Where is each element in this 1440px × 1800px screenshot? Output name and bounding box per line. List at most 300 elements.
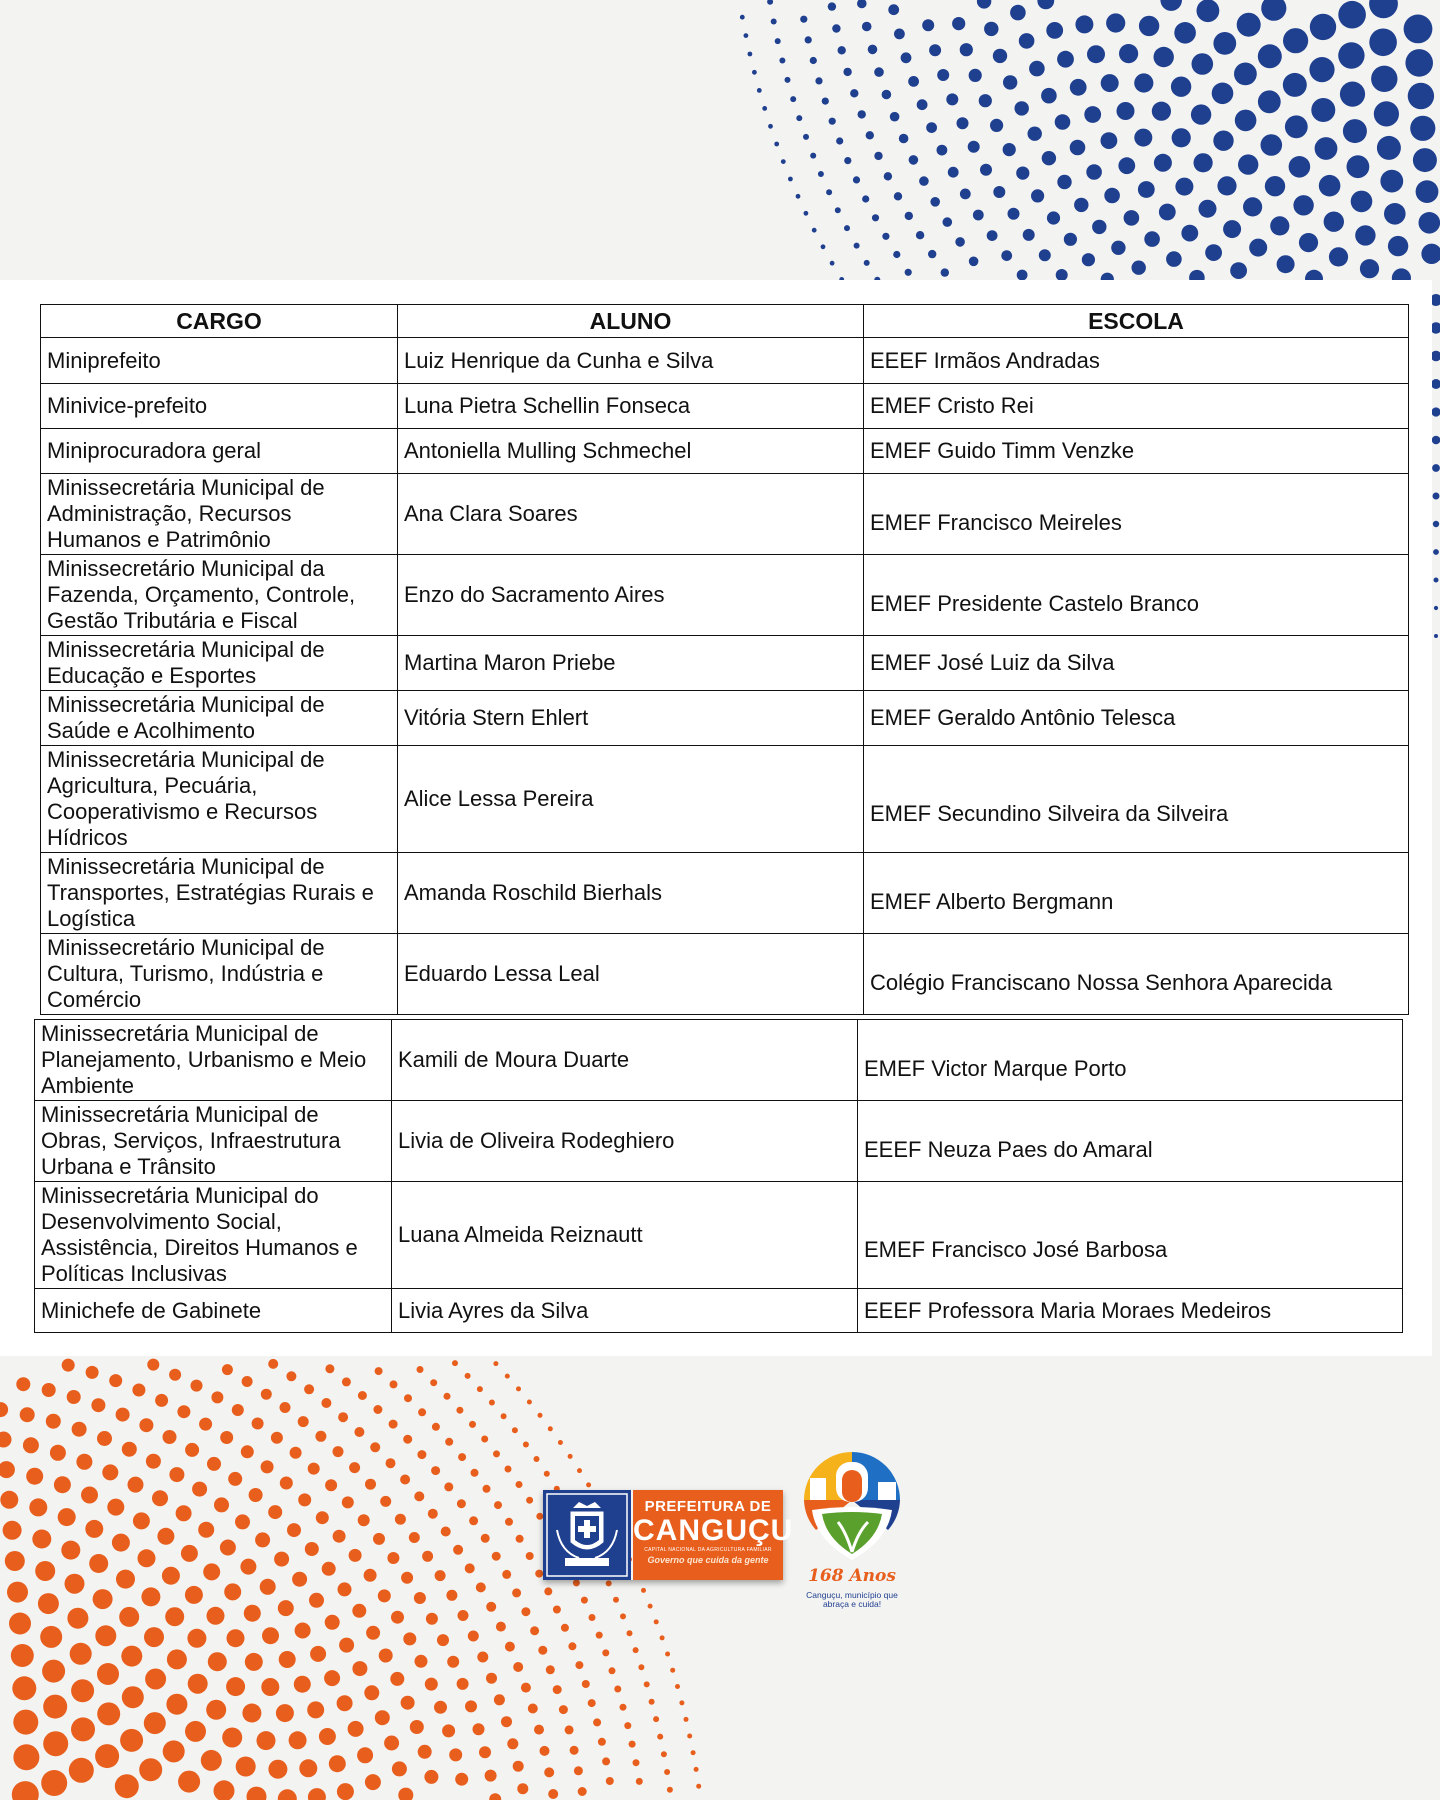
halftone-dot bbox=[292, 1572, 307, 1587]
halftone-dot bbox=[826, 189, 832, 195]
cargo-cell: Miniprocuradora geral bbox=[41, 429, 398, 474]
halftone-dot bbox=[654, 1619, 659, 1624]
halftone-dot bbox=[544, 1767, 554, 1777]
halftone-dot bbox=[401, 1696, 415, 1710]
halftone-dot bbox=[1289, 156, 1311, 178]
table-row bbox=[41, 338, 1409, 384]
halftone-dot bbox=[146, 1454, 161, 1469]
halftone-dot bbox=[929, 44, 941, 56]
halftone-dot bbox=[1197, 0, 1220, 22]
halftone-dot bbox=[121, 1646, 142, 1667]
halftone-dot bbox=[928, 250, 936, 258]
halftone-dot bbox=[211, 1391, 223, 1403]
halftone-dot bbox=[614, 1686, 621, 1693]
halftone-dot bbox=[980, 164, 992, 176]
halftone-dot bbox=[874, 67, 884, 77]
halftone-dot bbox=[279, 1651, 296, 1668]
halftone-dot bbox=[95, 1744, 119, 1768]
halftone-dot bbox=[322, 1562, 336, 1576]
halftone-dot bbox=[1064, 233, 1077, 246]
halftone-dot bbox=[207, 1457, 221, 1471]
halftone-dot bbox=[473, 1723, 485, 1735]
halftone-dot bbox=[0, 1491, 18, 1509]
halftone-dot bbox=[1234, 63, 1257, 86]
halftone-dot bbox=[268, 1760, 287, 1779]
halftone-dot bbox=[370, 1442, 380, 1452]
halftone-dot bbox=[29, 1498, 47, 1516]
halftone-dot bbox=[687, 1734, 692, 1739]
halftone-dot bbox=[163, 1740, 185, 1762]
halftone-dot bbox=[95, 1625, 116, 1646]
halftone-dot bbox=[493, 1450, 500, 1457]
halftone-dot bbox=[1283, 28, 1308, 53]
halftone-dot bbox=[227, 1629, 245, 1647]
halftone-dot bbox=[447, 1656, 459, 1668]
halftone-dot bbox=[430, 1379, 437, 1386]
halftone-dot bbox=[299, 1759, 317, 1777]
halftone-dot bbox=[81, 1487, 98, 1504]
halftone-dot bbox=[1139, 16, 1159, 36]
halftone-dot bbox=[516, 1386, 521, 1391]
halftone-dot bbox=[1223, 220, 1241, 238]
halftone-dot bbox=[775, 38, 781, 44]
halftone-dot bbox=[1433, 521, 1439, 527]
halftone-dot bbox=[358, 1391, 367, 1400]
halftone-dot bbox=[188, 1674, 208, 1694]
halftone-dot bbox=[1315, 137, 1338, 160]
halftone-dot bbox=[280, 1402, 291, 1413]
halftone-dot bbox=[337, 1695, 353, 1711]
halftone-dot bbox=[395, 1514, 406, 1525]
halftone-dot bbox=[1074, 198, 1088, 212]
halftone-dot bbox=[1319, 175, 1341, 197]
halftone-dot bbox=[505, 1374, 510, 1379]
halftone-dot bbox=[0, 1461, 15, 1478]
halftone-dot bbox=[804, 211, 809, 216]
halftone-dot bbox=[1087, 45, 1105, 63]
halftone-dot bbox=[1343, 119, 1367, 143]
halftone-dot bbox=[349, 1462, 360, 1473]
halftone-dot bbox=[894, 29, 905, 40]
halftone-dot bbox=[507, 1738, 518, 1749]
halftone-dot bbox=[771, 19, 777, 25]
halftone-dot bbox=[162, 1567, 180, 1585]
halftone-dot bbox=[144, 1627, 164, 1647]
halftone-dot bbox=[535, 1570, 543, 1578]
halftone-dot bbox=[943, 217, 953, 227]
halftone-dot bbox=[854, 243, 860, 249]
halftone-dot bbox=[582, 1680, 590, 1688]
halftone-dot bbox=[694, 1767, 699, 1772]
halftone-dot bbox=[993, 186, 1005, 198]
halftone-dot bbox=[144, 1712, 166, 1734]
halftone-dot bbox=[624, 1722, 631, 1729]
halftone-dot bbox=[452, 1360, 458, 1366]
halftone-dot bbox=[1174, 22, 1196, 44]
escola-cell: Colégio Franciscano Nossa Senhora Aparecida bbox=[864, 934, 1409, 1015]
halftone-dot bbox=[1046, 22, 1063, 39]
halftone-dot bbox=[1001, 250, 1012, 261]
halftone-dot bbox=[505, 1642, 515, 1652]
halftone-dot bbox=[5, 1551, 25, 1571]
halftone-dot bbox=[526, 1497, 533, 1504]
halftone-dot bbox=[526, 1552, 534, 1560]
halftone-dot bbox=[602, 1757, 610, 1765]
halftone-dot bbox=[1432, 464, 1440, 472]
halftone-dot bbox=[414, 1491, 424, 1501]
halftone-dot bbox=[821, 244, 826, 249]
halftone-dot bbox=[796, 194, 801, 199]
halftone-dot bbox=[247, 1787, 267, 1800]
halftone-dot bbox=[9, 1613, 31, 1635]
halftone-dot bbox=[390, 1672, 404, 1686]
halftone-dot bbox=[546, 1665, 555, 1674]
halftone-dot bbox=[843, 68, 851, 76]
escola-cell: EMEF Cristo Rei bbox=[864, 384, 1409, 429]
halftone-dot bbox=[310, 1646, 326, 1662]
halftone-dot bbox=[240, 1559, 256, 1575]
aluno-cell: Vitória Stern Ehlert bbox=[398, 691, 864, 746]
halftone-dot bbox=[1199, 200, 1217, 218]
halftone-dot bbox=[486, 1673, 497, 1684]
halftone-dot bbox=[565, 1725, 574, 1734]
halftone-dot bbox=[893, 251, 900, 258]
halftone-dot bbox=[930, 197, 940, 207]
halftone-dot bbox=[1016, 167, 1029, 180]
halftone-dot bbox=[444, 1482, 453, 1491]
halftone-dot bbox=[1003, 75, 1017, 89]
halftone-dot bbox=[960, 43, 973, 56]
halftone-dot bbox=[315, 1431, 326, 1442]
halftone-dot bbox=[1119, 44, 1138, 63]
halftone-dot bbox=[364, 1685, 379, 1700]
header-aluno: ALUNO bbox=[398, 305, 864, 338]
halftone-dot bbox=[1010, 5, 1026, 21]
halftone-dot bbox=[449, 1748, 462, 1761]
halftone-dot bbox=[1166, 251, 1182, 267]
halftone-dot bbox=[620, 1613, 626, 1619]
halftone-dot bbox=[85, 1520, 103, 1538]
halftone-dot bbox=[641, 1588, 646, 1593]
halftone-dot bbox=[3, 1521, 22, 1540]
aluno-cell: Livia de Oliveira Rodeghiero bbox=[392, 1101, 858, 1182]
halftone-dot bbox=[850, 89, 858, 97]
halftone-dot bbox=[333, 1530, 346, 1543]
halftone-dot bbox=[1101, 132, 1118, 149]
halftone-dot bbox=[512, 1427, 518, 1433]
halftone-dot bbox=[403, 1632, 416, 1645]
halftone-dot bbox=[512, 1588, 521, 1597]
halftone-dot bbox=[417, 1450, 426, 1459]
halftone-dot bbox=[477, 1652, 488, 1663]
halftone-dot bbox=[375, 1367, 383, 1375]
halftone-dot bbox=[242, 1704, 261, 1723]
halftone-dot bbox=[61, 1541, 80, 1560]
halftone-dot bbox=[684, 1717, 689, 1722]
halftone-dot bbox=[337, 1783, 354, 1800]
halftone-dot bbox=[120, 1729, 143, 1752]
halftone-dot bbox=[1217, 176, 1236, 195]
halftone-dot bbox=[206, 1700, 226, 1720]
halftone-dot bbox=[455, 1773, 468, 1786]
halftone-dot bbox=[844, 225, 850, 231]
halftone-dot bbox=[835, 207, 841, 213]
halftone-dot bbox=[71, 1679, 94, 1702]
halftone-dot bbox=[1369, 29, 1397, 57]
halftone-dot bbox=[72, 1422, 87, 1437]
halftone-dot bbox=[42, 1383, 56, 1397]
halftone-dot bbox=[908, 76, 919, 87]
halftone-dot bbox=[349, 1549, 362, 1562]
halftone-dot bbox=[365, 1774, 381, 1790]
halftone-dot bbox=[968, 141, 980, 153]
halftone-dot bbox=[348, 1721, 364, 1737]
halftone-dot bbox=[325, 1479, 337, 1491]
halftone-dot bbox=[415, 1655, 428, 1668]
halftone-dot bbox=[468, 1631, 479, 1642]
halftone-dot bbox=[403, 1435, 412, 1444]
halftone-dot bbox=[919, 176, 929, 186]
halftone-dot bbox=[1404, 15, 1433, 44]
halftone-dot bbox=[321, 1398, 331, 1408]
halftone-dot bbox=[1192, 53, 1214, 75]
halftone-dot bbox=[373, 1533, 385, 1545]
halftone-dot bbox=[38, 1593, 59, 1614]
halftone-dot bbox=[426, 1613, 438, 1625]
halftone-dot bbox=[20, 1407, 35, 1422]
halftone-dot bbox=[1213, 32, 1236, 55]
halftone-dot bbox=[606, 1580, 612, 1586]
halftone-dot bbox=[1311, 98, 1335, 122]
halftone-dot bbox=[410, 1720, 424, 1734]
halftone-dot bbox=[1270, 216, 1289, 235]
halftone-dot bbox=[458, 1610, 469, 1621]
halftone-dot bbox=[917, 99, 928, 110]
halftone-dot bbox=[304, 1384, 314, 1394]
halftone-dot bbox=[133, 1512, 150, 1529]
cargo-cell: Miniprefeito bbox=[41, 338, 398, 384]
halftone-dot bbox=[1075, 15, 1093, 33]
halftone-dot bbox=[1160, 0, 1182, 11]
halftone-dot bbox=[1212, 83, 1234, 105]
cargo-cell: Minivice-prefeito bbox=[41, 384, 398, 429]
halftone-dot bbox=[192, 1482, 207, 1497]
halftone-dot bbox=[501, 1413, 507, 1419]
halftone-dot bbox=[578, 1787, 587, 1796]
halftone-dot bbox=[163, 1430, 177, 1444]
halftone-dot bbox=[116, 1570, 135, 1589]
halftone-dot bbox=[1433, 549, 1439, 555]
halftone-dot bbox=[648, 1604, 653, 1609]
halftone-dot bbox=[7, 1582, 28, 1603]
halftone-dot bbox=[691, 1750, 696, 1755]
halftone-dot bbox=[417, 1366, 424, 1373]
halftone-dot bbox=[469, 1516, 478, 1525]
halftone-dot bbox=[91, 1398, 105, 1412]
halftone-dot bbox=[1117, 102, 1135, 120]
halftone-dot bbox=[41, 1770, 67, 1796]
halftone-dot bbox=[781, 159, 786, 164]
halftone-dot bbox=[289, 1731, 307, 1749]
halftone-dot bbox=[494, 1501, 502, 1509]
header-cargo: CARGO bbox=[41, 305, 398, 338]
halftone-dot bbox=[665, 1652, 670, 1657]
halftone-dot bbox=[1057, 175, 1071, 189]
halftone-dot bbox=[199, 1418, 212, 1431]
escola-cell: EMEF Victor Marque Porto bbox=[858, 1020, 1403, 1101]
halftone-dot bbox=[1431, 407, 1440, 416]
halftone-dot bbox=[290, 1447, 302, 1459]
halftone-dot bbox=[139, 1758, 162, 1781]
halftone-dot bbox=[1371, 66, 1397, 92]
prefeitura-line1: PREFEITURA DE bbox=[644, 1498, 772, 1515]
halftone-dot bbox=[116, 1408, 130, 1422]
halftone-dot bbox=[185, 1586, 203, 1604]
halftone-dot bbox=[558, 1440, 563, 1445]
halftone-dot bbox=[922, 19, 934, 31]
escola-cell: EMEF Francisco José Barbosa bbox=[858, 1182, 1403, 1289]
halftone-dot bbox=[378, 1589, 391, 1602]
halftone-dot bbox=[147, 1359, 159, 1371]
halftone-dot bbox=[434, 1701, 447, 1714]
halftone-dot bbox=[805, 36, 812, 43]
halftone-dot bbox=[1243, 197, 1262, 216]
halftone-dot bbox=[636, 1778, 643, 1785]
halftone-dot bbox=[544, 1587, 552, 1595]
halftone-dot bbox=[1191, 104, 1211, 124]
halftone-dot bbox=[516, 1535, 524, 1543]
table-row bbox=[41, 384, 1409, 429]
halftone-dot bbox=[97, 1702, 120, 1725]
halftone-dot bbox=[609, 1667, 616, 1674]
halftone-dot bbox=[598, 1738, 606, 1746]
halftone-dot bbox=[70, 1643, 92, 1665]
heart-leaves-icon bbox=[800, 1448, 904, 1566]
halftone-dot bbox=[287, 1523, 301, 1537]
halftone-dot bbox=[453, 1545, 463, 1555]
halftone-dot bbox=[894, 192, 902, 200]
halftone-dot bbox=[882, 233, 889, 240]
halftone-dot bbox=[169, 1467, 184, 1482]
halftone-dot bbox=[471, 1469, 479, 1477]
escola-cell: EMEF Secundino Silveira da Silveira bbox=[864, 746, 1409, 853]
halftone-dot bbox=[141, 1587, 160, 1606]
halftone-dot bbox=[391, 1611, 404, 1624]
table-row bbox=[41, 429, 1409, 474]
halftone-dot bbox=[1324, 212, 1344, 232]
halftone-dot bbox=[767, 0, 773, 5]
halftone-dot bbox=[1124, 210, 1140, 226]
halftone-dot bbox=[1111, 241, 1125, 255]
halftone-dot bbox=[373, 1405, 382, 1414]
halftone-dot bbox=[12, 1781, 39, 1800]
halftone-dot bbox=[201, 1750, 222, 1771]
halftone-dot bbox=[1031, 189, 1044, 202]
halftone-dot bbox=[815, 77, 822, 84]
halftone-dot bbox=[444, 1393, 451, 1400]
escola-cell: EMEF José Luiz da Silva bbox=[864, 636, 1409, 691]
halftone-dot bbox=[957, 117, 969, 129]
halftone-dot bbox=[252, 1418, 264, 1430]
halftone-dot bbox=[853, 176, 860, 183]
halftone-dot bbox=[513, 1662, 523, 1672]
halftone-dot bbox=[418, 1408, 426, 1416]
halftone-dot bbox=[35, 1561, 55, 1581]
halftone-dot bbox=[65, 1574, 85, 1594]
halftone-dot bbox=[657, 1734, 663, 1740]
halftone-dot bbox=[67, 1608, 88, 1629]
halftone-dot bbox=[1152, 102, 1171, 121]
halftone-dot bbox=[102, 1464, 118, 1480]
halftone-dot bbox=[899, 134, 909, 144]
halftone-dot bbox=[404, 1394, 412, 1402]
halftone-dot bbox=[1159, 204, 1176, 221]
halftone-dot bbox=[220, 1540, 236, 1556]
aluno-cell: Ana Clara Soares bbox=[398, 474, 864, 555]
halftone-dot bbox=[955, 237, 965, 247]
halftone-dot bbox=[324, 1670, 340, 1686]
halftone-dot bbox=[960, 189, 971, 200]
table-row bbox=[41, 746, 1409, 853]
halftone-dot bbox=[13, 1710, 38, 1735]
halftone-dot bbox=[398, 1788, 413, 1800]
halftone-dot bbox=[1181, 225, 1198, 242]
halftone-dot bbox=[244, 1605, 261, 1622]
halftone-dot bbox=[990, 119, 1003, 132]
halftone-dot bbox=[437, 1634, 449, 1646]
halftone-dot bbox=[937, 145, 948, 156]
halftone-dot bbox=[1310, 14, 1336, 40]
halftone-dot bbox=[1084, 106, 1101, 123]
escola-cell: EMEF Guido Timm Venzke bbox=[864, 429, 1409, 474]
aluno-cell: Eduardo Lessa Leal bbox=[398, 934, 864, 1015]
halftone-dot bbox=[1265, 176, 1285, 196]
halftone-dot bbox=[46, 1414, 61, 1429]
aluno-cell: Martina Maron Priebe bbox=[398, 636, 864, 691]
halftone-dot bbox=[305, 1542, 319, 1556]
halftone-dot bbox=[1299, 233, 1318, 252]
halftone-dot bbox=[235, 1514, 250, 1529]
halftone-dot bbox=[338, 1412, 348, 1422]
halftone-dot bbox=[226, 1677, 245, 1696]
halftone-dot bbox=[1416, 180, 1439, 203]
halftone-dot bbox=[481, 1534, 490, 1543]
halftone-dot bbox=[333, 1446, 344, 1457]
halftone-dot bbox=[1082, 253, 1095, 266]
halftone-dot bbox=[574, 1766, 583, 1775]
halftone-dot bbox=[752, 70, 757, 75]
table-header-row bbox=[41, 305, 1409, 338]
halftone-dot bbox=[325, 1615, 340, 1630]
halftone-dot bbox=[354, 1427, 364, 1437]
halftone-dot bbox=[477, 1386, 483, 1392]
halftone-dot bbox=[1258, 44, 1282, 68]
halftone-dot bbox=[364, 1569, 377, 1582]
halftone-dot bbox=[1205, 244, 1222, 261]
halftone-dot bbox=[527, 1400, 532, 1405]
halftone-dot bbox=[1261, 0, 1286, 21]
halftone-dot bbox=[553, 1685, 562, 1694]
halftone-dot bbox=[505, 1466, 512, 1473]
halftone-dot bbox=[329, 1755, 346, 1772]
halftone-dot bbox=[86, 1366, 99, 1379]
halftone-dot bbox=[872, 214, 879, 221]
halftone-dot bbox=[483, 1485, 491, 1493]
halftone-dot bbox=[1283, 73, 1307, 97]
halftone-dot bbox=[1104, 188, 1120, 204]
halftone-dot bbox=[298, 1493, 311, 1506]
cargo-cell: Minissecretária Municipal do Desenvolvimento Social, Assistência, Direitos Humanos e Políticas Inclusivas bbox=[35, 1182, 392, 1289]
